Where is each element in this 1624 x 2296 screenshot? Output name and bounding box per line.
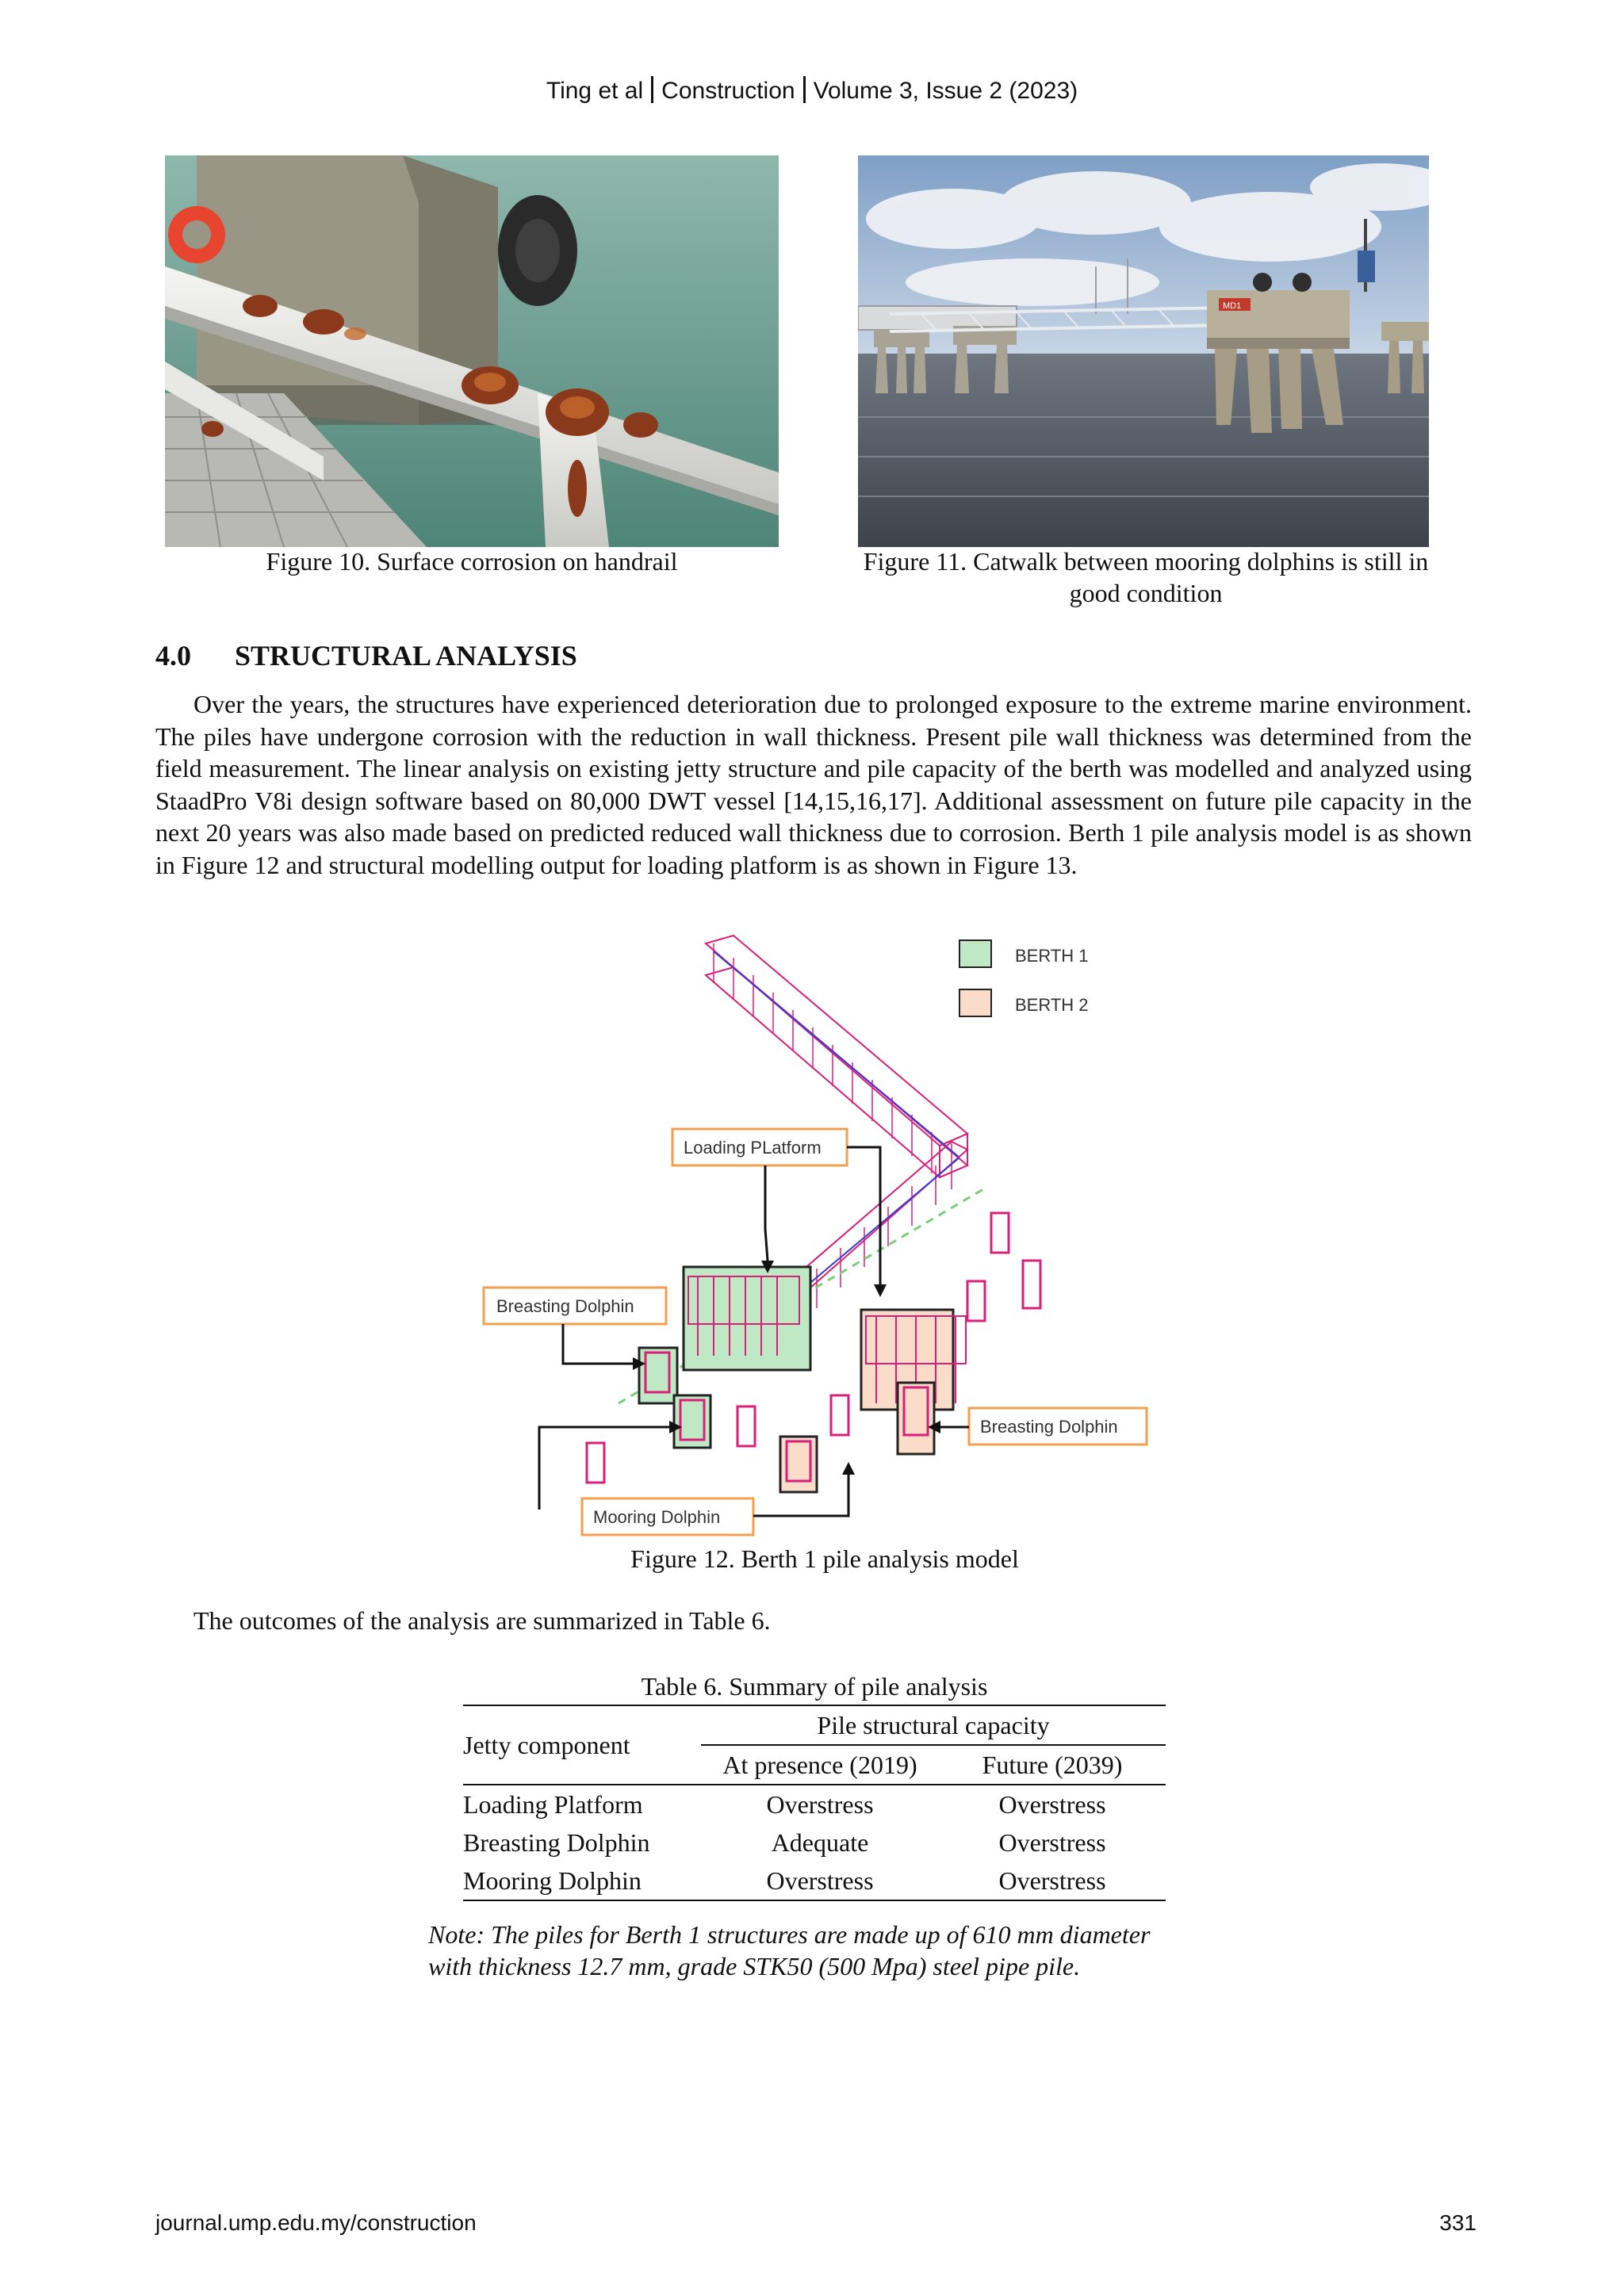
section-title: STRUCTURAL ANALYSIS [235,640,577,672]
table-title: Table 6. Summary of pile analysis [641,1672,988,1701]
table-note-line1: Note: The piles for Berth 1 structures are made up of 610 mm diameter [428,1920,1151,1949]
figure-11-caption-line1: Figure 11. Catwalk between mooring dolphins is still in [863,547,1429,576]
header-authors: Ting et al [546,78,644,104]
table-cell-present: Overstress [766,1866,874,1895]
pile-analysis-table [463,1705,1166,1901]
table-header-component: Jetty component [463,1731,630,1759]
figure-11-caption-line2: good condition [1069,579,1223,607]
table-cell-component: Breasting Dolphin [463,1828,650,1857]
header-separator [803,76,806,103]
header-journal: Construction [661,78,795,104]
table-row [463,1785,1166,1823]
table-cell-component: Loading Platform [463,1790,643,1819]
running-header [0,76,1624,105]
legend-berth2-swatch [959,989,991,1016]
table-cell-present: Adequate [771,1828,869,1857]
label-breasting-dolphin-left: Breasting Dolphin [496,1296,634,1316]
section-heading [155,639,577,672]
table-cell-future: Overstress [998,1828,1106,1857]
table-note-line2: with thickness 12.7 mm, grade STK50 (500 Mpa) steel pipe pile. [428,1952,1081,1980]
figure-12-caption-text: Figure 12. Berth 1 pile analysis model [630,1544,1019,1573]
legend-berth1-swatch [959,940,991,967]
table-cell-future: Overstress [998,1790,1106,1819]
figure-11-photo [858,155,1429,547]
figure-12-diagram [476,928,1174,1538]
outcome-sentence: The outcomes of the analysis are summarized in Table 6. [193,1606,771,1635]
catwalk-dolphins-image [858,155,1429,547]
table-cell-component: Mooring Dolphin [463,1866,642,1895]
figure-12-caption [476,1543,1174,1575]
label-mooring-dolphin: Mooring Dolphin [593,1507,721,1527]
page-number: 331 [1439,2210,1477,2235]
table-header-future: Future (2039) [982,1751,1123,1779]
figure-10-caption [165,545,779,577]
table-note [428,1919,1221,1982]
table-row [463,1862,1166,1900]
table-cell-future: Overstress [998,1866,1106,1895]
handrail-corrosion-image [165,155,779,547]
figure-11-caption [825,545,1467,609]
loading-platform-box [684,1267,810,1370]
table-row [463,1823,1166,1862]
legend-berth2-label: BERTH 2 [1015,995,1089,1015]
label-loading-platform: Loading PLatform [684,1138,822,1158]
table-cell-present: Overstress [766,1790,874,1819]
table-header-present: At presence (2019) [722,1751,917,1779]
body-paragraph: Over the years, the structures have experienced deterioration due to prolonged exposure to the extreme marine environment. The piles have undergone corrosion with the reduction in wall thickness. Present pile wall thickness was determined from the field measurement. The linear analysis on existing jetty structure and pile capacity of the berth was modelled and analyzed using StaadPro V8i design software based on 80,000 DWT vessel [14,15,16,17]. Additional assessment on future pile capacity in the next 20 years was also made based on predicted reduced wall thickness due to corrosion. Berth 1 pile analysis model is as shown in Figure 12 and structural modelling output for loading platform is as shown in Figure 13. [155,690,1472,879]
section-number: 4.0 [155,640,191,672]
berth1-pile-model [476,928,1174,1538]
table-6 [463,1668,1166,1901]
table-header-group: Pile structural capacity [701,1705,1166,1745]
header-volume: Volume 3, Issue 2 (2023) [813,78,1078,104]
figure-10-caption-text: Figure 10. Surface corrosion on handrail [266,547,678,576]
legend-berth1-label: BERTH 1 [1015,946,1089,966]
md1-sign: MD1 [1223,301,1242,311]
figure-10-photo [165,155,779,547]
label-breasting-dolphin-right: Breasting Dolphin [980,1417,1118,1437]
header-separator [651,76,653,103]
footer-url: journal.ump.edu.my/construction [155,2210,477,2235]
